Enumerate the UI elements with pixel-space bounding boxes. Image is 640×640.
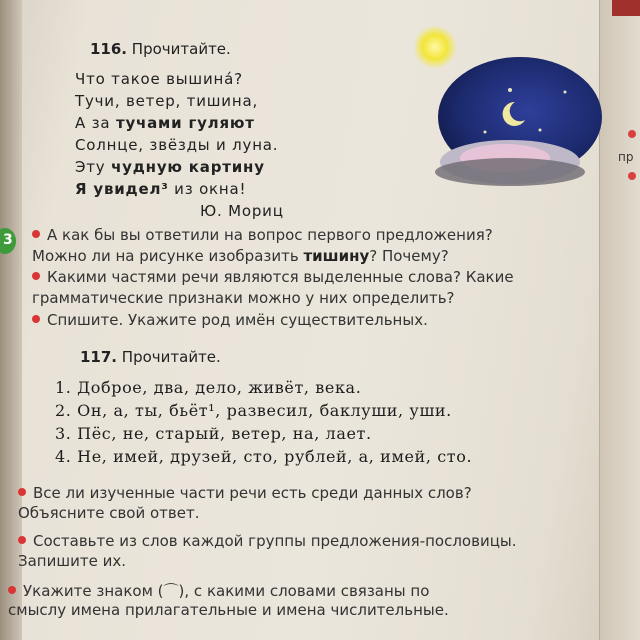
- task-bold: тишину: [303, 247, 370, 265]
- star-icon: [508, 88, 512, 92]
- bullet-icon: [628, 130, 636, 138]
- word-group: 2. Он, а, ты, бьёт¹, развесил, баклуши, уши.: [55, 401, 452, 420]
- poem-text: Солнце, звёзды и луна.: [75, 136, 279, 154]
- cloud-shadow: [435, 158, 585, 186]
- exercise-instruction: Прочитайте.: [131, 40, 231, 58]
- bullet-icon: [8, 586, 16, 594]
- poem-text: Эту: [75, 158, 112, 176]
- exercise-117-title: [80, 348, 221, 366]
- task-text: Объясните свой ответ.: [18, 504, 200, 522]
- star-icon: [539, 129, 542, 132]
- bullet-icon: [32, 272, 40, 280]
- star-icon: [564, 91, 567, 94]
- poem-line: [75, 70, 243, 88]
- right-page-text: пр: [618, 150, 634, 164]
- task-line: [18, 532, 517, 550]
- poem-text: из окна!: [168, 180, 247, 198]
- task-line: [32, 247, 449, 265]
- poem-bold: Я увидел³: [75, 180, 169, 198]
- task-line: [32, 289, 455, 307]
- task-text: ? Почему?: [369, 247, 449, 265]
- exercise-116-title: [90, 40, 231, 58]
- night-sky-illustration: [415, 22, 605, 212]
- poem-text: Тучи, ветер, тишина,: [75, 92, 259, 110]
- task-text: грамматические признаки можно у них определить?: [32, 289, 455, 307]
- poem-line: [75, 92, 258, 110]
- task-text: Какими частями речи являются выделенные слова? Какие: [47, 268, 514, 286]
- exercise-instruction: Прочитайте.: [121, 348, 221, 366]
- poem-text: А за: [75, 114, 116, 132]
- word-group: 3. Пёс, не, старый, ветер, на, лает.: [55, 424, 372, 443]
- task-text: Можно ли на рисунке изобразить: [32, 247, 304, 265]
- bullet-icon: [32, 315, 40, 323]
- exercise-number: 117.: [80, 348, 118, 366]
- poem-line: [75, 136, 278, 154]
- poem-line: [75, 114, 255, 132]
- task-line: [18, 504, 200, 522]
- task-text: Все ли изученные части речи есть среди данных слов?: [33, 484, 472, 502]
- task-line: [18, 484, 472, 502]
- task-line: [8, 601, 449, 619]
- task-line: [8, 580, 429, 601]
- bullet-icon: [32, 230, 40, 238]
- poem-bold: чудную картину: [111, 158, 265, 176]
- poem-text: Что такое вышина́?: [75, 70, 243, 88]
- bookmark-flag: [612, 0, 640, 16]
- poem-line: [75, 158, 265, 176]
- task-line: [18, 552, 126, 570]
- task-text: Запишите их.: [18, 552, 126, 570]
- word-group: 4. Не, имей, друзей, сто, рублей, а, имей, сто.: [55, 447, 473, 466]
- bullet-icon: [628, 172, 636, 180]
- exercise-number: 116.: [90, 40, 128, 58]
- task-text: Спишите. Укажите род имён существительных.: [47, 311, 428, 329]
- poem-author: Ю. Мориц: [200, 202, 284, 220]
- task-text: смыслу имена прилагательные и имена числительные.: [8, 601, 449, 619]
- poem-bold: тучами гуляют: [115, 114, 255, 132]
- task-text: Укажите знаком (⌒), с какими словами связаны по: [23, 582, 430, 600]
- right-page-edge: [599, 0, 640, 640]
- poem-line: [75, 180, 246, 198]
- word-group: 1. Доброе, два, дело, живёт, века.: [55, 378, 362, 397]
- task-text: А как бы вы ответили на вопрос первого предложения?: [47, 226, 493, 244]
- task-line: [32, 226, 493, 244]
- badge-number: 3: [3, 232, 13, 248]
- sun-icon: [415, 25, 457, 69]
- task-line: [32, 311, 428, 329]
- bullet-icon: [18, 488, 26, 496]
- task-line: [32, 268, 514, 286]
- task-text: Составьте из слов каждой группы предложения-пословицы.: [33, 532, 517, 550]
- star-icon: [484, 131, 487, 134]
- bullet-icon: [18, 536, 26, 544]
